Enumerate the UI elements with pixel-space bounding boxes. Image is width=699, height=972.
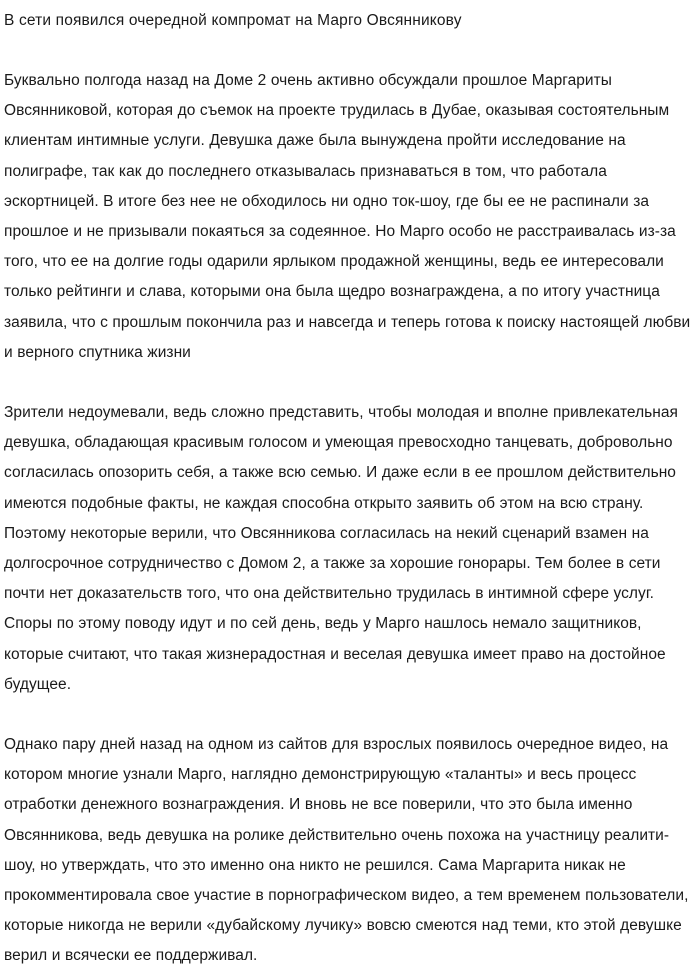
article-paragraph-2: Зрители недоумевали, ведь сложно представить, чтобы молодая и вполне привлекательная девушка, обладающая красивым голосом и умеющая превосходно танцевать, добровольно согласилась опозорить себя, а также всю семью. И даже если в ее прошлом действительно имеются подобные факты, не каждая способна открыто заявить об этом на всю страну. Поэтому некоторые верили, что Овсянникова согласилась на некий сценарий взамен на долгосрочное сотрудничество с Домом 2, а также за хорошие гонорары. Тем более в сети почти нет доказательств того, что она действительно трудилась в интимной сфере услуг. Споры по этому поводу идут и по сей день, ведь у Марго нашлось немало защитников, которые считают, что такая жизнерадостная и веселая девушка имеет право на достойное будущее. xyxy=(4,404,678,693)
article-paragraph-3: Однако пару дней назад на одном из сайтов для взрослых появилось очередное видео, на котором многие узнали Марго, наглядно демонстрирующую «таланты» и весь процесс отработки денежного вознаграждения. И вновь не все поверили, что это была именно Овсянникова, ведь девушка на ролике действительно очень похожа на участницу реалити-шоу, но утверждать, что это именно она никто не решился. Сама Маргарита никак не прокомментировала свое участие в порнографическом видео, а тем временем пользователи, которые никогда не верили «дубайскому лучику» вовсю смеются над теми, кто этой девушке верил и всячески ее поддерживал. xyxy=(4,736,689,965)
article-paragraph-1: Буквально полгода назад на Доме 2 очень активно обсуждали прошлое Маргариты Овсянниковой, которая до съемок на проекте трудилась в Дубае, оказывая состоятельным клиентам интимные услуги. Девушка даже была вынуждена пройти исследование на полиграфе, так как до последнего отказывалась признаваться в том, что работала эскортницей. В итоге без нее не обходилось ни одно ток-шоу, где бы ее не распинали за прошлое и не призывали покаяться за содеянное. Но Марго особо не расстраивалась из-за того, что ее на долгие годы одарили ярлыком продажной женщины, ведь ее интересовали только рейтинги и слава, которыми она была щедро вознаграждена, а по итогу участница заявила, что с прошлым покончила раз и навсегда и теперь готова к поиску настоящей любви и верного спутника жизни xyxy=(4,72,691,361)
page-title: В сети появился очередной компромат на Марго Овсянникову xyxy=(4,12,462,29)
